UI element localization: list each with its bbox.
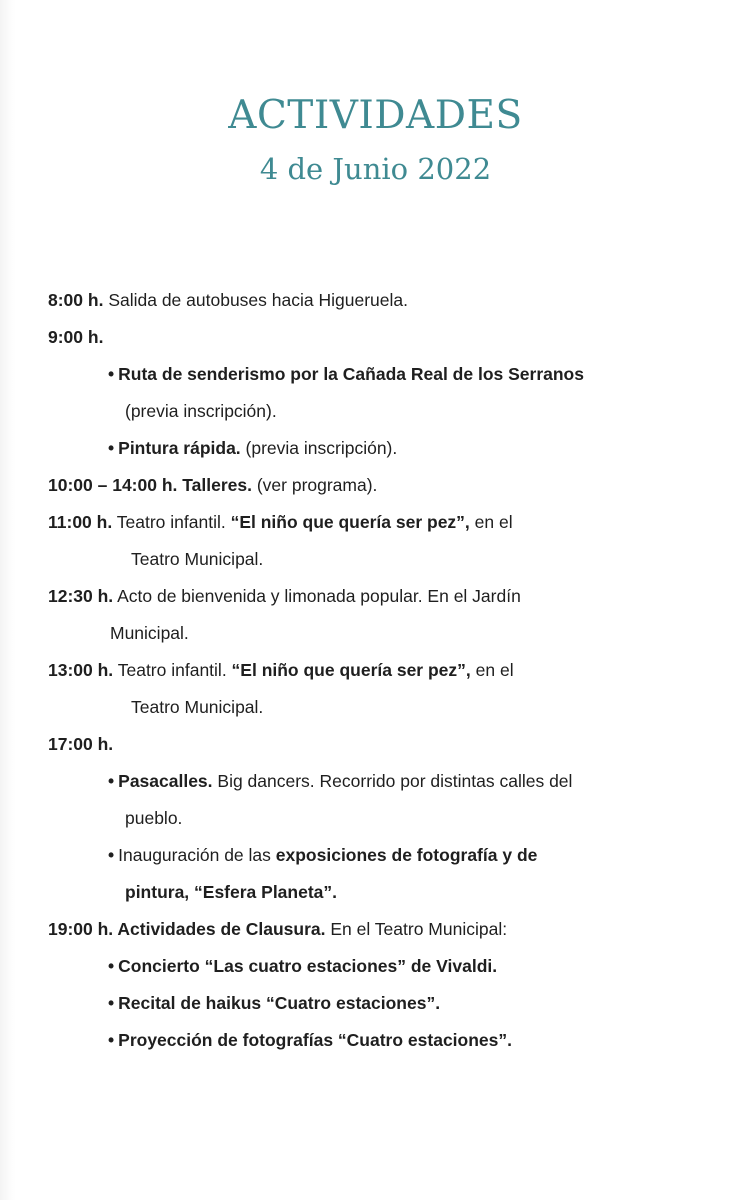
- entry-continuation: [48, 693, 708, 721]
- entry-text-cont: Municipal.: [110, 623, 189, 643]
- schedule-list: [48, 286, 708, 1063]
- bullet-item-concierto: [48, 952, 708, 980]
- bullet-text-bold: Pintura rápida.: [118, 438, 241, 458]
- bullet-item-pasacalles: [48, 767, 708, 795]
- bullet-text-cont: pueblo.: [125, 808, 183, 828]
- bullet-item-continuation: [48, 878, 708, 906]
- entry-text-post: en el: [470, 660, 514, 680]
- entry-text: (ver programa).: [251, 475, 378, 495]
- schedule-entry-1100: [48, 508, 708, 536]
- schedule-entry-0800: [48, 286, 708, 314]
- entry-time: 19:00 h. Actividades de Clausura.: [48, 919, 326, 939]
- bullet-item-pintura: [48, 434, 708, 462]
- bullet-item-recital: [48, 989, 708, 1017]
- page-title: ACTIVIDADES: [228, 93, 523, 138]
- entry-time: 10:00 – 14:00 h. Talleres.: [48, 475, 252, 495]
- bullet-item-proyeccion: [48, 1026, 708, 1054]
- bullet-text: Big dancers. Recorrido por distintas calles del: [212, 771, 573, 791]
- bullet-icon: •: [108, 956, 115, 976]
- bullet-text: Inauguración de las: [118, 845, 276, 865]
- entry-time: 8:00 h.: [48, 290, 104, 310]
- entry-time: 17:00 h.: [48, 734, 114, 754]
- schedule-entry-1700: [48, 730, 708, 758]
- entry-text: En el Teatro Municipal:: [325, 919, 508, 939]
- bullet-text: Proyección de fotografías “Cuatro estaciones”.: [118, 1030, 512, 1050]
- bullet-icon: •: [108, 993, 115, 1013]
- bullet-text-cont: pintura, “Esfera Planeta”.: [125, 882, 338, 902]
- page-date: 4 de Junio 2022: [259, 152, 492, 186]
- entry-highlight: “El niño que quería ser pez”,: [230, 512, 470, 532]
- bullet-icon: •: [108, 1030, 115, 1050]
- bullet-text: Concierto “Las cuatro estaciones” de Vivaldi.: [118, 956, 498, 976]
- bullet-text: (previa inscripción).: [240, 438, 398, 458]
- bullet-icon: •: [108, 364, 115, 384]
- bullet-item-continuation: [48, 397, 708, 425]
- entry-time: 9:00 h.: [48, 327, 104, 347]
- bullet-text-bold: exposiciones de fotografía y de: [275, 845, 538, 865]
- bullet-text-cont: (previa inscripción).: [125, 401, 277, 421]
- bullet-item-senderismo: [48, 360, 708, 388]
- bullet-icon: •: [108, 771, 115, 791]
- entry-text: Teatro infantil.: [113, 660, 232, 680]
- schedule-entry-1230: [48, 582, 708, 610]
- entry-continuation: [48, 619, 708, 647]
- schedule-entry-0900: [48, 323, 708, 351]
- schedule-entry-1000: [48, 471, 708, 499]
- entry-text-cont: Teatro Municipal.: [131, 697, 264, 717]
- bullet-item-inauguracion: [48, 841, 708, 869]
- entry-text: Teatro infantil.: [112, 512, 231, 532]
- entry-text: Salida de autobuses hacia Higueruela.: [103, 290, 408, 310]
- schedule-entry-1300: [48, 656, 708, 684]
- bullet-text: Ruta de senderismo por la Cañada Real de los Serranos: [118, 364, 584, 384]
- entry-time: 11:00 h.: [48, 512, 113, 532]
- entry-continuation: [48, 545, 708, 573]
- entry-time: 12:30 h.: [48, 586, 114, 606]
- entry-text: Acto de bienvenida y limonada popular. En el Jardín: [113, 586, 521, 606]
- schedule-entry-1900: [48, 915, 708, 943]
- entry-text-cont: Teatro Municipal.: [131, 549, 264, 569]
- entry-text-post: en el: [469, 512, 513, 532]
- entry-time: 13:00 h.: [48, 660, 114, 680]
- bullet-text-bold: Pasacalles.: [118, 771, 213, 791]
- bullet-icon: •: [108, 438, 115, 458]
- bullet-item-continuation: [48, 804, 708, 832]
- bullet-icon: •: [108, 845, 115, 865]
- entry-highlight: “El niño que quería ser pez”,: [231, 660, 471, 680]
- bullet-text: Recital de haikus “Cuatro estaciones”.: [118, 993, 441, 1013]
